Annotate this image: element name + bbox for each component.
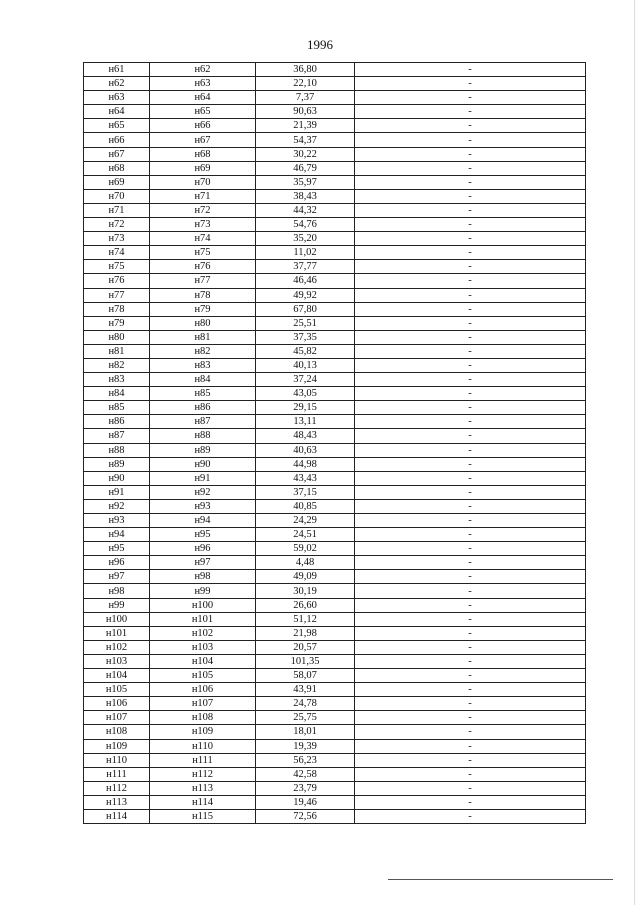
table-row <box>84 105 586 119</box>
from-point-cell: н104 <box>84 669 150 683</box>
to-point-cell: н83 <box>150 358 256 372</box>
note-cell: - <box>355 189 586 203</box>
note-cell: - <box>355 528 586 542</box>
distance-cell: 11,02 <box>256 246 355 260</box>
note-cell: - <box>355 598 586 612</box>
table-row <box>84 626 586 640</box>
table-row <box>84 274 586 288</box>
from-point-cell: н72 <box>84 218 150 232</box>
table-row <box>84 260 586 274</box>
to-point-cell: н82 <box>150 344 256 358</box>
to-point-cell: н90 <box>150 457 256 471</box>
table-row <box>84 232 586 246</box>
distance-cell: 24,29 <box>256 514 355 528</box>
table-row <box>84 809 586 823</box>
distance-cell: 54,37 <box>256 133 355 147</box>
distance-cell: 37,15 <box>256 485 355 499</box>
from-point-cell: н110 <box>84 753 150 767</box>
to-point-cell: н105 <box>150 669 256 683</box>
note-cell: - <box>355 387 586 401</box>
from-point-cell: н91 <box>84 485 150 499</box>
table-row <box>84 669 586 683</box>
note-cell: - <box>355 218 586 232</box>
from-point-cell: н77 <box>84 288 150 302</box>
from-point-cell: н86 <box>84 415 150 429</box>
distance-cell: 29,15 <box>256 401 355 415</box>
table-row <box>84 373 586 387</box>
to-point-cell: н72 <box>150 203 256 217</box>
from-point-cell: н90 <box>84 471 150 485</box>
distance-cell: 40,85 <box>256 499 355 513</box>
note-cell: - <box>355 443 586 457</box>
from-point-cell: н97 <box>84 570 150 584</box>
note-cell: - <box>355 91 586 105</box>
footer-rule <box>388 879 613 880</box>
distance-cell: 26,60 <box>256 598 355 612</box>
distance-cell: 46,79 <box>256 161 355 175</box>
note-cell: - <box>355 570 586 584</box>
from-point-cell: н109 <box>84 739 150 753</box>
note-cell: - <box>355 767 586 781</box>
table-row <box>84 429 586 443</box>
distance-cell: 13,11 <box>256 415 355 429</box>
distance-cell: 37,24 <box>256 373 355 387</box>
distance-cell: 18,01 <box>256 725 355 739</box>
to-point-cell: н113 <box>150 781 256 795</box>
to-point-cell: н99 <box>150 584 256 598</box>
table-row <box>84 767 586 781</box>
distance-cell: 44,32 <box>256 203 355 217</box>
to-point-cell: н92 <box>150 485 256 499</box>
to-point-cell: н104 <box>150 654 256 668</box>
from-point-cell: н61 <box>84 63 150 77</box>
distance-cell: 59,02 <box>256 542 355 556</box>
distance-cell: 38,43 <box>256 189 355 203</box>
distance-cell: 49,92 <box>256 288 355 302</box>
distance-cell: 4,48 <box>256 556 355 570</box>
from-point-cell: н92 <box>84 499 150 513</box>
to-point-cell: н62 <box>150 63 256 77</box>
to-point-cell: н97 <box>150 556 256 570</box>
page-number: 1996 <box>307 37 333 52</box>
table-row <box>84 457 586 471</box>
from-point-cell: н100 <box>84 612 150 626</box>
distance-cell: 46,46 <box>256 274 355 288</box>
from-point-cell: н96 <box>84 556 150 570</box>
table-row <box>84 189 586 203</box>
distance-cell: 67,80 <box>256 302 355 316</box>
note-cell: - <box>355 711 586 725</box>
table-row <box>84 344 586 358</box>
from-point-cell: н82 <box>84 358 150 372</box>
note-cell: - <box>355 232 586 246</box>
from-point-cell: н106 <box>84 697 150 711</box>
table-row <box>84 415 586 429</box>
table-row <box>84 133 586 147</box>
to-point-cell: н95 <box>150 528 256 542</box>
coordinates-table <box>83 62 586 824</box>
note-cell: - <box>355 542 586 556</box>
distance-cell: 51,12 <box>256 612 355 626</box>
distance-cell: 25,75 <box>256 711 355 725</box>
distance-cell: 43,43 <box>256 471 355 485</box>
from-point-cell: н76 <box>84 274 150 288</box>
from-point-cell: н113 <box>84 795 150 809</box>
table-row <box>84 485 586 499</box>
to-point-cell: н64 <box>150 91 256 105</box>
to-point-cell: н73 <box>150 218 256 232</box>
distance-cell: 72,56 <box>256 809 355 823</box>
from-point-cell: н83 <box>84 373 150 387</box>
from-point-cell: н88 <box>84 443 150 457</box>
to-point-cell: н68 <box>150 147 256 161</box>
table-row <box>84 302 586 316</box>
to-point-cell: н102 <box>150 626 256 640</box>
note-cell: - <box>355 725 586 739</box>
distance-cell: 24,51 <box>256 528 355 542</box>
table-row <box>84 91 586 105</box>
from-point-cell: н111 <box>84 767 150 781</box>
to-point-cell: н87 <box>150 415 256 429</box>
from-point-cell: н94 <box>84 528 150 542</box>
table-row <box>84 753 586 767</box>
distance-cell: 48,43 <box>256 429 355 443</box>
note-cell: - <box>355 739 586 753</box>
note-cell: - <box>355 640 586 654</box>
note-cell: - <box>355 415 586 429</box>
to-point-cell: н110 <box>150 739 256 753</box>
from-point-cell: н69 <box>84 175 150 189</box>
from-point-cell: н105 <box>84 683 150 697</box>
to-point-cell: н107 <box>150 697 256 711</box>
distance-cell: 23,79 <box>256 781 355 795</box>
to-point-cell: н76 <box>150 260 256 274</box>
distance-cell: 35,20 <box>256 232 355 246</box>
from-point-cell: н70 <box>84 189 150 203</box>
to-point-cell: н112 <box>150 767 256 781</box>
from-point-cell: н79 <box>84 316 150 330</box>
table-row <box>84 697 586 711</box>
distance-cell: 24,78 <box>256 697 355 711</box>
table-row <box>84 246 586 260</box>
note-cell: - <box>355 330 586 344</box>
distance-cell: 45,82 <box>256 344 355 358</box>
distance-cell: 49,09 <box>256 570 355 584</box>
note-cell: - <box>355 133 586 147</box>
from-point-cell: н98 <box>84 584 150 598</box>
distance-cell: 30,22 <box>256 147 355 161</box>
from-point-cell: н67 <box>84 147 150 161</box>
to-point-cell: н67 <box>150 133 256 147</box>
note-cell: - <box>355 429 586 443</box>
to-point-cell: н93 <box>150 499 256 513</box>
note-cell: - <box>355 809 586 823</box>
table-row <box>84 316 586 330</box>
to-point-cell: н109 <box>150 725 256 739</box>
table-row <box>84 288 586 302</box>
table-row <box>84 161 586 175</box>
to-point-cell: н91 <box>150 471 256 485</box>
to-point-cell: н85 <box>150 387 256 401</box>
table-row <box>84 739 586 753</box>
from-point-cell: н78 <box>84 302 150 316</box>
note-cell: - <box>355 316 586 330</box>
distance-cell: 21,98 <box>256 626 355 640</box>
table-row <box>84 499 586 513</box>
note-cell: - <box>355 514 586 528</box>
note-cell: - <box>355 654 586 668</box>
note-cell: - <box>355 556 586 570</box>
distance-cell: 19,39 <box>256 739 355 753</box>
note-cell: - <box>355 77 586 91</box>
to-point-cell: н114 <box>150 795 256 809</box>
table-row <box>84 612 586 626</box>
from-point-cell: н71 <box>84 203 150 217</box>
to-point-cell: н75 <box>150 246 256 260</box>
distance-cell: 35,97 <box>256 175 355 189</box>
note-cell: - <box>355 373 586 387</box>
from-point-cell: н68 <box>84 161 150 175</box>
table-row <box>84 330 586 344</box>
distance-cell: 7,37 <box>256 91 355 105</box>
from-point-cell: н65 <box>84 119 150 133</box>
note-cell: - <box>355 260 586 274</box>
note-cell: - <box>355 471 586 485</box>
distance-cell: 43,91 <box>256 683 355 697</box>
to-point-cell: н108 <box>150 711 256 725</box>
distance-cell: 56,23 <box>256 753 355 767</box>
table-body <box>84 63 586 824</box>
from-point-cell: н73 <box>84 232 150 246</box>
table-row <box>84 584 586 598</box>
distance-cell: 101,35 <box>256 654 355 668</box>
note-cell: - <box>355 63 586 77</box>
table-row <box>84 654 586 668</box>
table-row <box>84 528 586 542</box>
from-point-cell: н101 <box>84 626 150 640</box>
to-point-cell: н78 <box>150 288 256 302</box>
from-point-cell: н108 <box>84 725 150 739</box>
distance-cell: 25,51 <box>256 316 355 330</box>
to-point-cell: н86 <box>150 401 256 415</box>
to-point-cell: н100 <box>150 598 256 612</box>
to-point-cell: н89 <box>150 443 256 457</box>
from-point-cell: н103 <box>84 654 150 668</box>
table-row <box>84 77 586 91</box>
to-point-cell: н65 <box>150 105 256 119</box>
from-point-cell: н80 <box>84 330 150 344</box>
table-row <box>84 147 586 161</box>
table-row <box>84 119 586 133</box>
distance-cell: 30,19 <box>256 584 355 598</box>
from-point-cell: н93 <box>84 514 150 528</box>
to-point-cell: н77 <box>150 274 256 288</box>
distance-cell: 44,98 <box>256 457 355 471</box>
table-row <box>84 640 586 654</box>
table-row <box>84 203 586 217</box>
from-point-cell: н74 <box>84 246 150 260</box>
table-row <box>84 218 586 232</box>
to-point-cell: н74 <box>150 232 256 246</box>
table-row <box>84 711 586 725</box>
note-cell: - <box>355 344 586 358</box>
to-point-cell: н69 <box>150 161 256 175</box>
to-point-cell: н101 <box>150 612 256 626</box>
from-point-cell: н85 <box>84 401 150 415</box>
from-point-cell: н89 <box>84 457 150 471</box>
note-cell: - <box>355 669 586 683</box>
to-point-cell: н79 <box>150 302 256 316</box>
distance-cell: 40,13 <box>256 358 355 372</box>
table-row <box>84 471 586 485</box>
note-cell: - <box>355 246 586 260</box>
from-point-cell: н99 <box>84 598 150 612</box>
distance-cell: 21,39 <box>256 119 355 133</box>
from-point-cell: н107 <box>84 711 150 725</box>
note-cell: - <box>355 753 586 767</box>
note-cell: - <box>355 485 586 499</box>
note-cell: - <box>355 626 586 640</box>
note-cell: - <box>355 302 586 316</box>
note-cell: - <box>355 457 586 471</box>
note-cell: - <box>355 147 586 161</box>
to-point-cell: н80 <box>150 316 256 330</box>
from-point-cell: н114 <box>84 809 150 823</box>
table-row <box>84 795 586 809</box>
distance-cell: 58,07 <box>256 669 355 683</box>
to-point-cell: н84 <box>150 373 256 387</box>
to-point-cell: н103 <box>150 640 256 654</box>
distance-cell: 90,63 <box>256 105 355 119</box>
note-cell: - <box>355 161 586 175</box>
table-row <box>84 358 586 372</box>
table-row <box>84 683 586 697</box>
note-cell: - <box>355 274 586 288</box>
to-point-cell: н88 <box>150 429 256 443</box>
to-point-cell: н81 <box>150 330 256 344</box>
table-row <box>84 570 586 584</box>
distance-cell: 20,57 <box>256 640 355 654</box>
note-cell: - <box>355 499 586 513</box>
from-point-cell: н75 <box>84 260 150 274</box>
note-cell: - <box>355 584 586 598</box>
note-cell: - <box>355 288 586 302</box>
to-point-cell: н96 <box>150 542 256 556</box>
note-cell: - <box>355 697 586 711</box>
table-row <box>84 781 586 795</box>
to-point-cell: н71 <box>150 189 256 203</box>
note-cell: - <box>355 105 586 119</box>
from-point-cell: н64 <box>84 105 150 119</box>
table-row <box>84 514 586 528</box>
distance-cell: 40,63 <box>256 443 355 457</box>
note-cell: - <box>355 781 586 795</box>
from-point-cell: н66 <box>84 133 150 147</box>
table-row <box>84 542 586 556</box>
note-cell: - <box>355 119 586 133</box>
to-point-cell: н98 <box>150 570 256 584</box>
note-cell: - <box>355 795 586 809</box>
from-point-cell: н81 <box>84 344 150 358</box>
to-point-cell: н63 <box>150 77 256 91</box>
note-cell: - <box>355 203 586 217</box>
from-point-cell: н84 <box>84 387 150 401</box>
page-edge <box>634 0 635 905</box>
distance-cell: 19,46 <box>256 795 355 809</box>
to-point-cell: н66 <box>150 119 256 133</box>
note-cell: - <box>355 358 586 372</box>
distance-cell: 36,80 <box>256 63 355 77</box>
from-point-cell: н63 <box>84 91 150 105</box>
note-cell: - <box>355 612 586 626</box>
distance-cell: 42,58 <box>256 767 355 781</box>
note-cell: - <box>355 683 586 697</box>
from-point-cell: н62 <box>84 77 150 91</box>
table-row <box>84 175 586 189</box>
table-row <box>84 725 586 739</box>
distance-cell: 54,76 <box>256 218 355 232</box>
table-row <box>84 387 586 401</box>
to-point-cell: н111 <box>150 753 256 767</box>
to-point-cell: н70 <box>150 175 256 189</box>
table-row <box>84 598 586 612</box>
table-row <box>84 401 586 415</box>
to-point-cell: н94 <box>150 514 256 528</box>
note-cell: - <box>355 175 586 189</box>
distance-cell: 37,77 <box>256 260 355 274</box>
distance-cell: 43,05 <box>256 387 355 401</box>
from-point-cell: н112 <box>84 781 150 795</box>
table-row <box>84 63 586 77</box>
note-cell: - <box>355 401 586 415</box>
from-point-cell: н95 <box>84 542 150 556</box>
to-point-cell: н106 <box>150 683 256 697</box>
distance-cell: 22,10 <box>256 77 355 91</box>
from-point-cell: н102 <box>84 640 150 654</box>
distance-cell: 37,35 <box>256 330 355 344</box>
from-point-cell: н87 <box>84 429 150 443</box>
table-row <box>84 443 586 457</box>
to-point-cell: н115 <box>150 809 256 823</box>
table-row <box>84 556 586 570</box>
